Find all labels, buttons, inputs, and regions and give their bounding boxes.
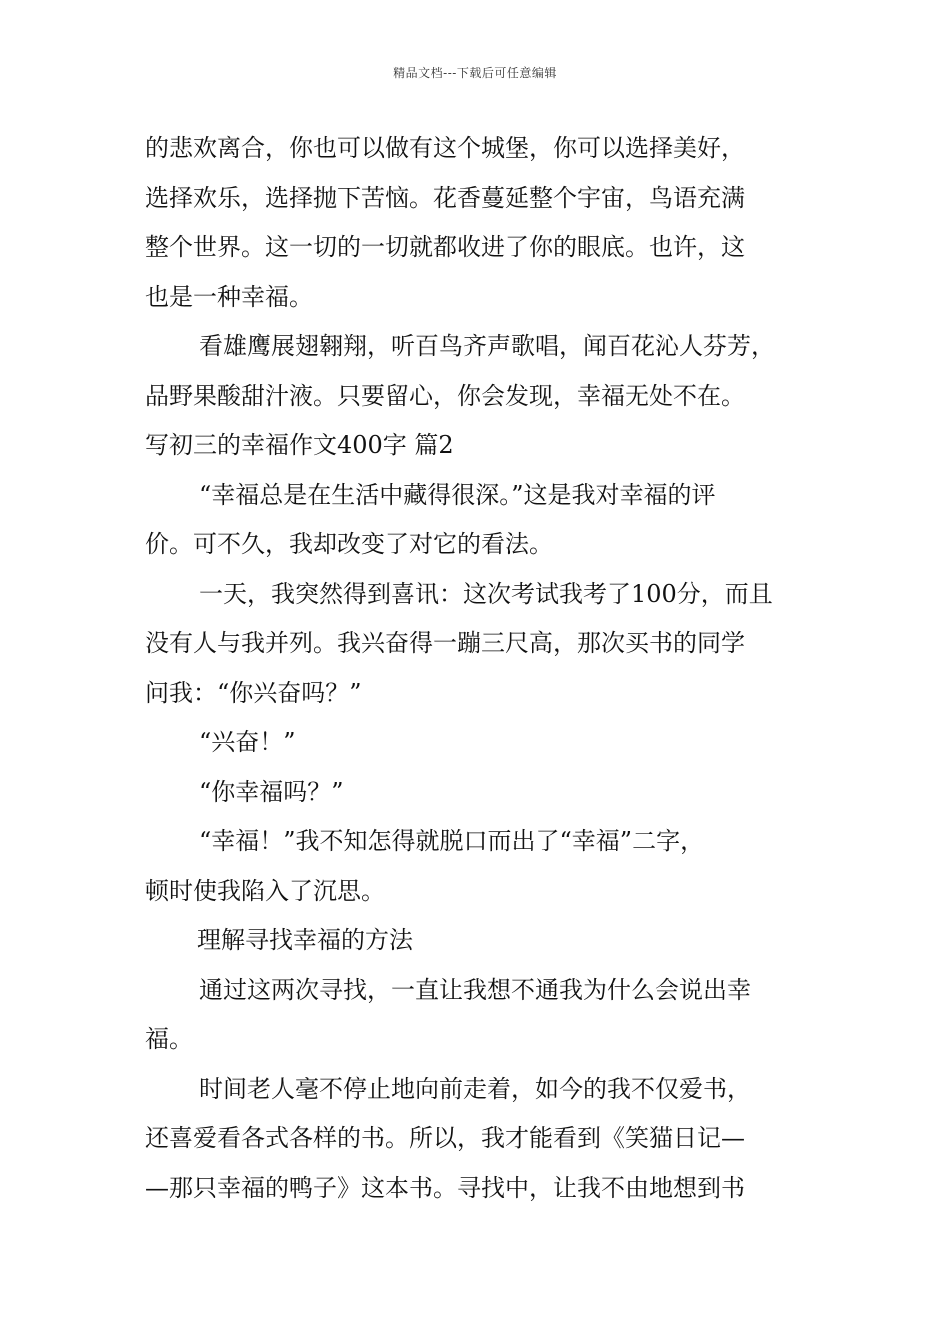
text-line: 也是一种幸福。 <box>145 282 313 311</box>
text-line: 品野果酸甜汁液。只要留心，你会发现，幸福无处不在。 <box>145 381 745 410</box>
text-line: “兴奋！” <box>199 728 296 756</box>
section-heading: 写初三的幸福作文400字 篇2 <box>145 431 454 459</box>
text-line: 顿时使我陷入了沉思。 <box>145 876 385 905</box>
text-line: —那只幸福的鸭子》这本书。寻找中，让我不由地想到书 <box>145 1173 745 1202</box>
text-line: 选择欢乐，选择抛下苦恼。花香蔓延整个宇宙，鸟语充满 <box>145 183 745 212</box>
document-body <box>145 124 825 1213</box>
text-line: 理解寻找幸福的方法 <box>197 926 413 954</box>
text-line: 看雄鹰展翅翱翔，听百鸟齐声歌唱，闻百花沁人芬芳， <box>199 332 775 360</box>
text-line: 价。可不久，我却改变了对它的看法。 <box>145 530 553 558</box>
text-line: 时间老人毫不停止地向前走着，如今的我不仅爱书， <box>199 1074 751 1103</box>
text-line: 福。 <box>145 1025 193 1053</box>
text-line: 的悲欢离合，你也可以做有这个城堡，你可以选择美好， <box>145 134 745 162</box>
text-line: “你幸福吗？” <box>199 777 344 806</box>
text-line: 一天，我突然得到喜讯：这次考试我考了100分，而且 <box>199 579 773 608</box>
text-line: 整个世界。这一切的一切就都收进了你的眼底。也许，这 <box>145 233 745 261</box>
text-line: 没有人与我并列。我兴奋得一蹦三尺高，那次买书的同学 <box>145 629 745 657</box>
text-line: 问我：“你兴奋吗？” <box>145 678 362 707</box>
text-line: 通过这两次寻找，一直让我想不通我为什么会说出幸 <box>199 975 751 1004</box>
text-line: “幸福总是在生活中藏得很深。”这是我对幸福的评 <box>199 480 716 509</box>
text-line: 还喜爱看各式各样的书。所以，我才能看到《笑猫日记— <box>145 1124 745 1152</box>
page-header: 精品文档---下载后可任意编辑 <box>393 66 557 80</box>
text-line: “幸福！”我不知怎得就脱口而出了“幸福”二字， <box>199 827 705 855</box>
